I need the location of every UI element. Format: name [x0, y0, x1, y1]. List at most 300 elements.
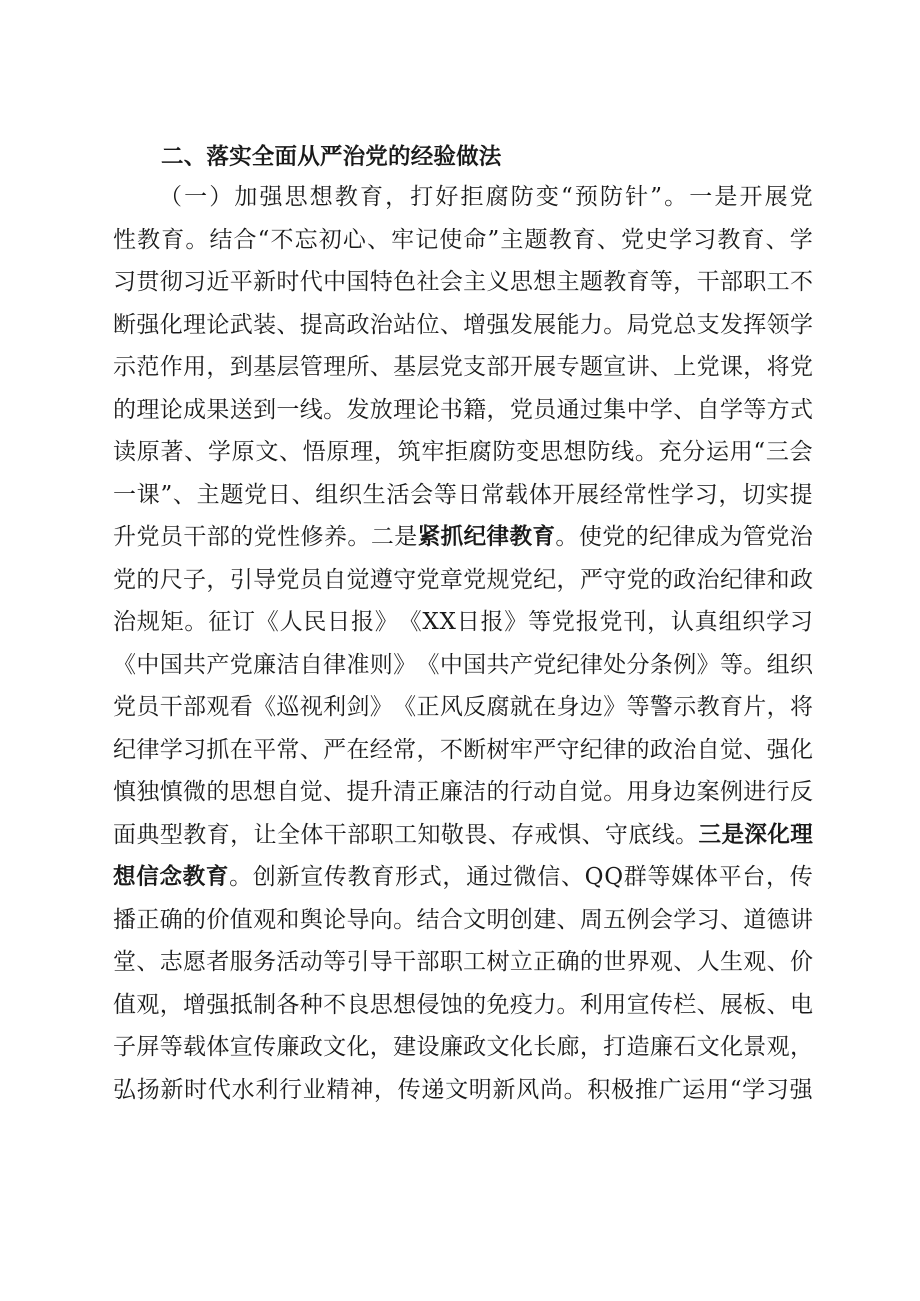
text-char: 型 — [159, 821, 183, 848]
text-char: 员 — [533, 396, 557, 423]
text-char: 强 — [259, 184, 283, 210]
text-char: 治 — [369, 311, 393, 338]
text-char: 时 — [184, 1076, 208, 1103]
text-char: 讲 — [626, 354, 650, 380]
text-char: 党 — [626, 566, 650, 593]
text-char: 常 — [481, 481, 505, 508]
text-char: 廉 — [439, 1034, 463, 1060]
text-char: 群 — [623, 864, 647, 890]
text-char: ， — [373, 439, 397, 465]
text-char: ， — [766, 694, 790, 720]
text-char: ， — [765, 864, 789, 890]
text-char: 神 — [350, 1076, 374, 1103]
text-char: 拒 — [445, 439, 469, 465]
text-char: 让 — [253, 821, 277, 848]
text-char: 推 — [634, 1076, 658, 1103]
bold-text-char: 教 — [182, 864, 206, 890]
text-char: 的 — [626, 736, 650, 763]
text-char: 示 — [673, 694, 697, 720]
text-char: 产 — [206, 651, 230, 678]
text-char: 教 — [183, 821, 207, 848]
text-char: 。 — [556, 991, 580, 1018]
text-char: ， — [579, 1034, 603, 1060]
text-char: 代 — [299, 269, 323, 295]
text-char: 党 — [696, 354, 720, 380]
text-char: 报 — [575, 609, 599, 635]
text-char: 用 — [626, 779, 650, 805]
text-char: 通 — [466, 864, 490, 890]
text-char: 部 — [719, 269, 743, 295]
text-char: 著 — [160, 439, 184, 465]
text-char: 提 — [299, 311, 323, 338]
text-line — [113, 814, 813, 857]
text-char: 不 — [270, 226, 294, 253]
text-char: 廉 — [276, 1034, 300, 1060]
text-char: 色 — [393, 269, 417, 295]
text-char: 忘 — [294, 226, 318, 253]
text-char: 性 — [277, 524, 301, 550]
text-line — [113, 346, 813, 389]
text-char: 学 — [789, 226, 813, 253]
text-char: 等 — [323, 949, 347, 975]
text-char: 严 — [533, 736, 557, 763]
text-char: 好 — [435, 184, 459, 210]
text-char: 等 — [433, 481, 457, 508]
text-char: Q — [584, 864, 604, 890]
text-char: X — [422, 609, 439, 635]
bold-text-char: 化 — [767, 821, 790, 848]
text-line — [113, 771, 813, 814]
text-char: 政 — [346, 311, 370, 338]
text-char: 宣 — [229, 1034, 253, 1060]
text-char: 修 — [300, 524, 324, 550]
text-char: 载 — [183, 1034, 207, 1060]
text-char: 近 — [206, 269, 230, 295]
text-char: 、 — [299, 736, 323, 763]
text-char: 切 — [742, 481, 766, 508]
text-line — [113, 176, 813, 219]
text-char: 职 — [439, 949, 463, 975]
text-char: 体 — [300, 821, 324, 848]
text-char: 抓 — [206, 736, 230, 763]
text-char: 、 — [673, 949, 697, 975]
text-char: 政 — [673, 566, 697, 593]
text-char: 学 — [159, 736, 183, 763]
text-char: 惧 — [558, 821, 582, 848]
text-char: 到 — [253, 396, 277, 423]
text-char: 运 — [705, 439, 729, 465]
text-char: 守 — [393, 566, 417, 593]
text-char: 开 — [509, 354, 533, 380]
text-char: ” — [650, 184, 663, 210]
text-char: 周 — [579, 906, 603, 933]
text-char: 上 — [673, 354, 697, 380]
text-char: 记 — [415, 226, 439, 253]
text-char: 思 — [369, 991, 393, 1018]
text-char: 的 — [183, 906, 207, 933]
text-char: 文 — [486, 1034, 510, 1060]
text-char: 常 — [276, 736, 300, 763]
text-char: 独 — [136, 779, 160, 805]
text-char: 所 — [346, 354, 370, 380]
text-char: 抵 — [229, 991, 253, 1018]
text-char: 使 — [578, 524, 602, 550]
text-char: 纪 — [579, 736, 603, 763]
text-char: 到 — [229, 354, 253, 380]
text-char: 的 — [463, 991, 487, 1018]
text-char: 题 — [579, 269, 603, 295]
text-char: 广 — [658, 1076, 682, 1103]
text-char: 》 — [393, 651, 417, 678]
text-char: 养 — [323, 524, 347, 550]
text-char: 严 — [323, 736, 347, 763]
text-char: 挥 — [743, 311, 767, 338]
text-char: 干 — [183, 524, 207, 550]
text-char: 党 — [789, 354, 813, 380]
text-char: 学 — [649, 396, 673, 423]
text-line — [113, 474, 813, 517]
text-char: 订 — [231, 609, 255, 635]
text-char: 将 — [789, 694, 813, 720]
text-char: 习 — [183, 736, 207, 763]
text-char: 治 — [673, 736, 697, 763]
text-char: 、 — [696, 991, 720, 1018]
text-char: 不 — [439, 736, 463, 763]
text-char: 风 — [516, 1076, 540, 1103]
text-char: 微 — [513, 864, 537, 890]
text-char: 新 — [492, 1076, 516, 1103]
text-char: 部 — [183, 694, 207, 720]
text-char: 新 — [253, 269, 277, 295]
text-line — [113, 899, 813, 942]
text-line — [113, 984, 813, 1027]
text-char: 党 — [113, 566, 136, 593]
text-char: 思 — [539, 439, 563, 465]
text-char: 职 — [743, 269, 767, 295]
text-char: 学 — [207, 439, 231, 465]
text-char: 使 — [439, 226, 463, 253]
text-char: 治 — [696, 566, 720, 593]
text-char: 慎 — [159, 779, 183, 805]
text-char: 共 — [486, 651, 510, 678]
text-char: 实 — [765, 481, 789, 508]
text-char: 正 — [136, 906, 160, 933]
text-char: 党 — [649, 311, 673, 338]
text-char: 遵 — [369, 566, 393, 593]
text-char: 习 — [694, 481, 718, 508]
text-char: 服 — [229, 949, 253, 975]
text-char: 良 — [346, 991, 370, 1018]
text-char: 立 — [509, 949, 533, 975]
text-char: ” — [487, 226, 500, 253]
text-char: 主 — [556, 269, 580, 295]
text-char: 通 — [556, 396, 580, 423]
bold-text-char: 深 — [744, 821, 767, 848]
text-char: 展 — [576, 481, 600, 508]
text-char: 干 — [323, 821, 347, 848]
text-char: 党 — [509, 566, 533, 593]
text-char: 分 — [682, 439, 706, 465]
text-char: 屏 — [136, 1034, 160, 1060]
text-char: 《 — [416, 651, 440, 678]
text-char: 、 — [369, 354, 393, 380]
text-char: 创 — [509, 906, 533, 933]
text-char: 等 — [159, 1034, 183, 1060]
text-char: 装 — [253, 311, 277, 338]
text-char: 力 — [533, 991, 557, 1018]
text-char: 纪 — [719, 566, 743, 593]
text-char: 部 — [416, 949, 440, 975]
text-char: 疫 — [509, 991, 533, 1018]
text-char: 片 — [743, 694, 767, 720]
text-char: 观 — [766, 1034, 790, 1060]
text-char: 等 — [649, 269, 673, 295]
text-char: 制 — [253, 991, 277, 1018]
text-char: ， — [718, 481, 742, 508]
text-char: 正 — [416, 694, 440, 720]
text-char: 栏 — [673, 991, 697, 1018]
text-char: 、 — [596, 226, 620, 253]
text-char: 引 — [346, 949, 370, 975]
text-char: 经 — [599, 481, 623, 508]
bold-text-char: 纪 — [463, 524, 487, 550]
text-char: 全 — [276, 821, 300, 848]
text-char: 变 — [516, 439, 540, 465]
text-char: 常 — [623, 481, 647, 508]
text-char: 强 — [136, 311, 160, 338]
text-char: 道 — [743, 906, 767, 933]
text-char: 教 — [548, 226, 572, 253]
text-char: 条 — [649, 651, 673, 678]
text-char: 报 — [350, 609, 374, 635]
text-line — [113, 941, 813, 984]
text-char: 觉 — [299, 779, 323, 805]
text-char: 廉 — [649, 1034, 673, 1060]
text-char: 观 — [649, 949, 673, 975]
text-char: 不 — [789, 269, 813, 295]
text-char: 矩 — [160, 609, 184, 635]
text-char: 员 — [159, 524, 183, 550]
text-char: 学 — [742, 1076, 766, 1103]
text-char: 规 — [486, 566, 510, 593]
text-char: 纪 — [533, 566, 557, 593]
text-char: ） — [209, 184, 233, 210]
text-char: 例 — [673, 651, 697, 678]
text-char: 彻 — [159, 269, 183, 295]
text-char: 二 — [370, 524, 394, 550]
text-char: 强 — [206, 991, 230, 1018]
text-char: 体 — [206, 1034, 230, 1060]
text-char: 开 — [552, 481, 576, 508]
text-char: 初 — [318, 226, 342, 253]
text-char: 预 — [574, 184, 598, 210]
text-char: 、 — [291, 481, 315, 508]
text-char: 风 — [439, 694, 463, 720]
text-char: 学 — [671, 481, 695, 508]
text-char: 能 — [556, 311, 580, 338]
text-char: 化 — [719, 1034, 743, 1060]
text-char: “ — [561, 184, 573, 210]
text-char: 利 — [255, 1076, 279, 1103]
text-char: 、 — [323, 779, 347, 805]
text-char: 等 — [743, 396, 767, 423]
text-char: 理 — [323, 354, 347, 380]
text-char: 尺 — [159, 566, 183, 593]
text-char: 线 — [611, 439, 635, 465]
text-char: 党 — [599, 609, 623, 635]
text-char: 子 — [183, 566, 207, 593]
text-char: 报 — [480, 609, 504, 635]
text-char: 职 — [370, 821, 394, 848]
text-char: 播 — [113, 906, 136, 933]
text-char: 干 — [159, 694, 183, 720]
text-line — [113, 729, 813, 772]
text-char: 学 — [789, 311, 813, 338]
text-char: 视 — [299, 694, 323, 720]
text-char: 原 — [326, 439, 350, 465]
text-char: 、 — [276, 311, 300, 338]
text-char: 用 — [603, 991, 627, 1018]
text-char: 真 — [694, 609, 718, 635]
text-char: 知 — [417, 821, 441, 848]
text-char: 位 — [416, 311, 440, 338]
text-char: 清 — [393, 779, 417, 805]
text-char: 观 — [743, 949, 767, 975]
text-char: 导 — [253, 566, 277, 593]
text-char: 积 — [587, 1076, 611, 1103]
text-char: 合 — [233, 226, 257, 253]
text-char: 蚀 — [439, 991, 463, 1018]
text-char: 论 — [416, 396, 440, 423]
text-char: 贯 — [136, 269, 160, 295]
text-char: 教 — [334, 184, 358, 210]
text-char: 思 — [284, 184, 308, 210]
text-char: 免 — [486, 991, 510, 1018]
text-char: 的 — [625, 524, 649, 550]
text-char: 精 — [326, 1076, 350, 1103]
text-char: 中 — [323, 269, 347, 295]
text-char: 利 — [579, 991, 603, 1018]
text-char: 自 — [276, 779, 300, 805]
text-char: 合 — [439, 906, 463, 933]
text-char: 的 — [579, 949, 603, 975]
text-char: 针 — [625, 184, 649, 210]
text-char: 党 — [439, 354, 463, 380]
text-char: ， — [385, 184, 409, 210]
text-char: 牢 — [391, 226, 415, 253]
text-char: 。 — [229, 864, 253, 890]
text-char: 充 — [658, 439, 682, 465]
text-char: 习 — [765, 1076, 789, 1103]
text-char: 宣 — [300, 864, 324, 890]
text-char: 活 — [386, 481, 410, 508]
text-char: 三 — [765, 439, 789, 465]
text-char: 党 — [244, 481, 268, 508]
text-char: 尚 — [539, 1076, 563, 1103]
text-char: 底 — [628, 821, 652, 848]
text-char: 党 — [509, 396, 533, 423]
text-char: 育 — [572, 226, 596, 253]
text-char: 成 — [696, 524, 720, 550]
text-char: 、 — [487, 821, 511, 848]
text-char: 强 — [789, 1076, 813, 1103]
text-char: 题 — [220, 481, 244, 508]
text-char: 信 — [537, 864, 561, 890]
text-char: 律 — [323, 651, 347, 678]
text-char: 行 — [279, 1076, 303, 1103]
text-char: 》 — [504, 609, 528, 635]
text-char: 守 — [556, 736, 580, 763]
text-char: 《 — [113, 651, 136, 678]
text-char: 德 — [766, 906, 790, 933]
text-char: 国 — [159, 651, 183, 678]
text-char: 习 — [789, 609, 813, 635]
text-char: 学 — [669, 226, 693, 253]
text-char: 党 — [602, 524, 626, 550]
text-char: 宣 — [603, 354, 627, 380]
text-char: 征 — [208, 609, 232, 635]
text-char: 例 — [719, 779, 743, 805]
text-char: ， — [369, 1034, 393, 1060]
text-char: 行 — [509, 779, 533, 805]
text-char: 化 — [346, 1034, 370, 1060]
text-char: 高 — [323, 311, 347, 338]
text-char: 存 — [511, 821, 535, 848]
text-char: 学 — [719, 396, 743, 423]
text-line — [113, 1069, 813, 1112]
text-char: 习 — [693, 226, 717, 253]
text-char: 身 — [556, 694, 580, 720]
text-char: 想 — [309, 184, 333, 210]
text-char: 民 — [303, 609, 327, 635]
text-char: 治 — [789, 524, 813, 550]
text-char: 学 — [673, 906, 697, 933]
text-char: 结 — [416, 906, 440, 933]
text-char: 观 — [206, 694, 230, 720]
body-paragraph — [113, 176, 813, 1111]
text-char: 常 — [393, 736, 417, 763]
text-char: 专 — [556, 354, 580, 380]
text-char: 的 — [136, 566, 160, 593]
text-char: 教 — [603, 269, 627, 295]
text-line — [113, 644, 813, 687]
text-char: ， — [647, 609, 671, 635]
text-char: 题 — [579, 354, 603, 380]
text-char: 。 — [393, 906, 417, 933]
text-char: 线 — [651, 821, 675, 848]
text-char: 。 — [675, 821, 699, 848]
text-char: 处 — [603, 651, 627, 678]
text-char: 式 — [418, 864, 442, 890]
text-char: 律 — [743, 566, 767, 593]
text-char: 正 — [416, 779, 440, 805]
text-char: 成 — [183, 396, 207, 423]
text-char: 动 — [533, 779, 557, 805]
text-char: 原 — [136, 439, 160, 465]
text-char: 体 — [694, 864, 718, 890]
text-char: 媒 — [671, 864, 695, 890]
text-char: 党 — [463, 566, 487, 593]
text-line — [113, 856, 813, 899]
text-char: 正 — [533, 949, 557, 975]
text-char: 。 — [184, 609, 208, 635]
text-char: 递 — [421, 1076, 445, 1103]
bold-text-char: 想 — [113, 864, 136, 890]
text-char: 一 — [689, 184, 713, 210]
text-char: 理 — [183, 311, 207, 338]
text-char: 引 — [229, 566, 253, 593]
text-char: 升 — [113, 524, 136, 550]
